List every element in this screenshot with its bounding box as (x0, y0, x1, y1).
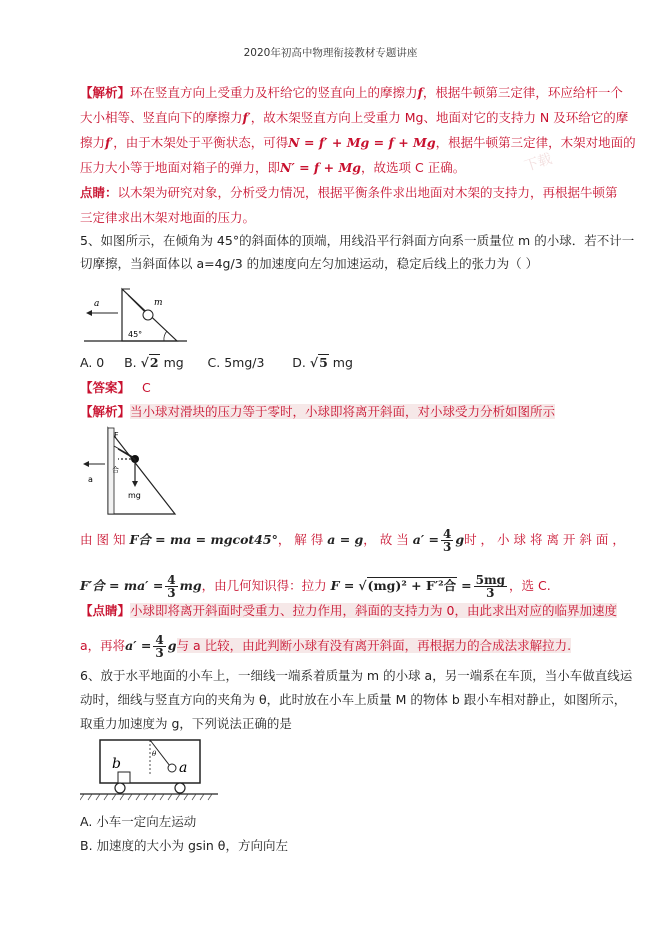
q6-line-3: 取重力加速度为 g，下列说法正确的是 (80, 716, 292, 731)
solution-line-2: F′合 = ma′ = $\frac{4}{3}$ mg，由几何知识得：拉力 F = √(mg)² + F′²合 = $\frac{5mg}{3}$ ，选 C. (80, 573, 551, 600)
tip-line-1: 点睛：以木架为研究对象，分析受力情况，根据平衡条件求出地面对木架的支持力，再根据牛顿第 (80, 185, 618, 200)
q5-tip-line-1: 【点睛】小球即将离开斜面时受重力、拉力作用，斜面的支持力为 0，由此求出对应的临界加速度 (80, 603, 617, 618)
fig2-label-a: a (88, 475, 93, 484)
fig2-label-F: F (114, 431, 119, 440)
fig-label-m: m (154, 298, 163, 308)
fig-label-a: a (94, 299, 100, 309)
fig2-label-he: 合 (112, 466, 119, 474)
q6-line-2: 动时，细线与竖直方向的夹角为 θ，此时放在小车上质量 M 的物体 b 跟小车相对静止，如图所示， (80, 692, 627, 707)
q6-option-a: A. 小车一定向左运动 (80, 814, 197, 829)
solution-line-1: 由 图 知 F合 = ma = mgcot45°， 解 得 a = g， 故 当 a′ = $\frac{4}{3}$ g时 ， 小 球 将 离 开 斜 面 ， (80, 527, 625, 554)
page-header: 2020年初高中物理衔接教材专题讲座 (243, 47, 418, 59)
incline-figure (82, 283, 192, 343)
q5-answer: 【答案】 C (80, 380, 151, 395)
q5-line-2: 切摩擦，当斜面体以 a=4g/3 的加速度向左匀加速运动，稳定后线上的张力为（ ） (80, 256, 539, 271)
fig-label-angle: 45° (128, 330, 143, 339)
block-b (118, 772, 130, 783)
watermark: 下载 (522, 151, 555, 175)
fig2-label-mg: mg (128, 491, 141, 500)
ball (143, 310, 153, 320)
fig-label-b: b (112, 756, 121, 772)
q5-line-1: 5、如图所示，在倾角为 45°的斜面体的顶端，用线沿平行斜面方向系一质量位 m 的小球．若不计一 (80, 233, 635, 248)
q5-options: A. 0 B. √2 mg C. 5mg/3 D. √5 mg (80, 355, 353, 370)
analysis-line-2: 大小相等、竖直向下的摩擦力f′，故木架竖直方向上受重力 Mg、地面对它的支持力 N 及环给它的摩 (80, 110, 629, 125)
q6-option-b: B. 加速度的大小为 gsin θ，方向向左 (80, 838, 288, 853)
wheel-right (175, 783, 185, 793)
wheel-left (115, 783, 125, 793)
tension-arrow (118, 449, 135, 459)
analysis-line-1: 【解析】环在竖直方向上受重力及杆给它的竖直向上的摩擦力f，根据牛顿第三定律，环应给杆一个 (80, 85, 623, 100)
tip-line-2: 三定律求出木架对地面的压力。 (80, 210, 256, 225)
cart-figure (80, 736, 220, 802)
fig-label-a2: a (179, 760, 188, 776)
q5-tip-line-2: a，再将a′ = $\frac{4}{3}$ g与 a 比较，由此判断小球有没有离开斜面，再根据力的合成法求解拉力. (80, 633, 572, 660)
force-figure (80, 424, 180, 518)
q6-line-1: 6、放于水平地面的小车上，一细线一端系着质量为 m 的小球 a，另一端系在车顶，当小车做直线运 (80, 668, 633, 683)
fig-label-theta: θ (152, 750, 157, 758)
string (128, 295, 145, 312)
analysis-line-3: 擦力f′，由于木架处于平衡状态，可得N = f′ + Mg = f + Mg，根据牛顿第三定律，木架对地面的 (80, 135, 636, 150)
q5-analysis: 【解析】当小球对滑块的压力等于零时，小球即将离开斜面，对小球受力分析如图所示 (80, 404, 556, 419)
analysis-line-4: 压力大小等于地面对箱子的弹力，即N′ = f + Mg，故选项 C 正确。 (80, 160, 466, 175)
ball-a (168, 764, 176, 772)
